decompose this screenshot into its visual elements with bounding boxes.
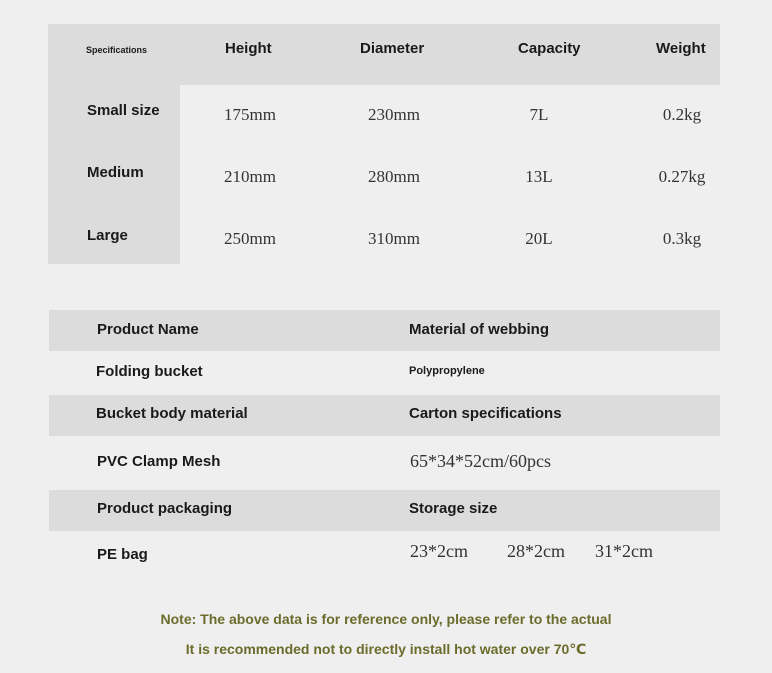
spec-cell-small-weight: 0.2kg xyxy=(662,105,702,124)
material-value: Polypropylene xyxy=(409,365,485,377)
spec-cell-small-capacity: 7L xyxy=(529,105,549,124)
product-name-value: Folding bucket xyxy=(96,363,203,380)
table-row xyxy=(49,490,720,531)
spec-cell-small-height: 175mm xyxy=(224,105,276,124)
note-line-hot-water: It is recommended not to directly install hot water over 70℃ xyxy=(185,641,587,657)
carton-value: 65*34*52cm/60pcs xyxy=(410,451,551,471)
spec-cell-small-diameter: 230mm xyxy=(368,105,420,124)
table-row xyxy=(49,395,720,436)
carton-label: Carton specifications xyxy=(409,405,562,422)
packaging-label: Product packaging xyxy=(97,500,233,517)
note-line-reference: Note: The above data is for reference only, please refer to the actual xyxy=(160,611,612,627)
storage-label: Storage size xyxy=(409,500,498,517)
storage-size-small: 23*2cm xyxy=(410,541,468,561)
spec-column-header-diameter: Diameter xyxy=(360,40,425,57)
spec-column-header-weight: Weight xyxy=(656,40,706,57)
spec-cell-medium-diameter: 280mm xyxy=(368,167,420,186)
spec-row-label-large: Large xyxy=(87,227,128,244)
specifications-table xyxy=(48,24,720,264)
body-material-value: PVC Clamp Mesh xyxy=(97,453,221,470)
table-row xyxy=(49,531,720,577)
spec-row-label-small: Small size xyxy=(87,102,160,119)
spec-corner-label: Specifications xyxy=(86,45,148,55)
table-row xyxy=(49,436,720,490)
spec-row-label-medium: Medium xyxy=(87,164,144,181)
packaging-value: PE bag xyxy=(97,546,148,563)
spec-column-header-capacity: Capacity xyxy=(518,40,581,57)
spec-cell-medium-height: 210mm xyxy=(224,167,276,186)
material-label: Material of webbing xyxy=(409,321,550,338)
spec-cell-medium-capacity: 13L xyxy=(525,167,553,186)
spec-cell-large-height: 250mm xyxy=(224,229,276,248)
spec-cell-medium-weight: 0.27kg xyxy=(658,167,706,186)
table-row xyxy=(49,310,720,351)
product-name-label: Product Name xyxy=(97,321,199,338)
spec-column-header-height: Height xyxy=(225,40,272,57)
storage-size-medium: 28*2cm xyxy=(507,541,565,561)
spec-cell-large-capacity: 20L xyxy=(525,229,553,248)
spec-cell-large-diameter: 310mm xyxy=(368,229,420,248)
body-material-label: Bucket body material xyxy=(96,405,248,422)
storage-size-large: 31*2cm xyxy=(595,541,653,561)
table-row xyxy=(49,351,720,395)
spec-cell-large-weight: 0.3kg xyxy=(662,229,702,248)
